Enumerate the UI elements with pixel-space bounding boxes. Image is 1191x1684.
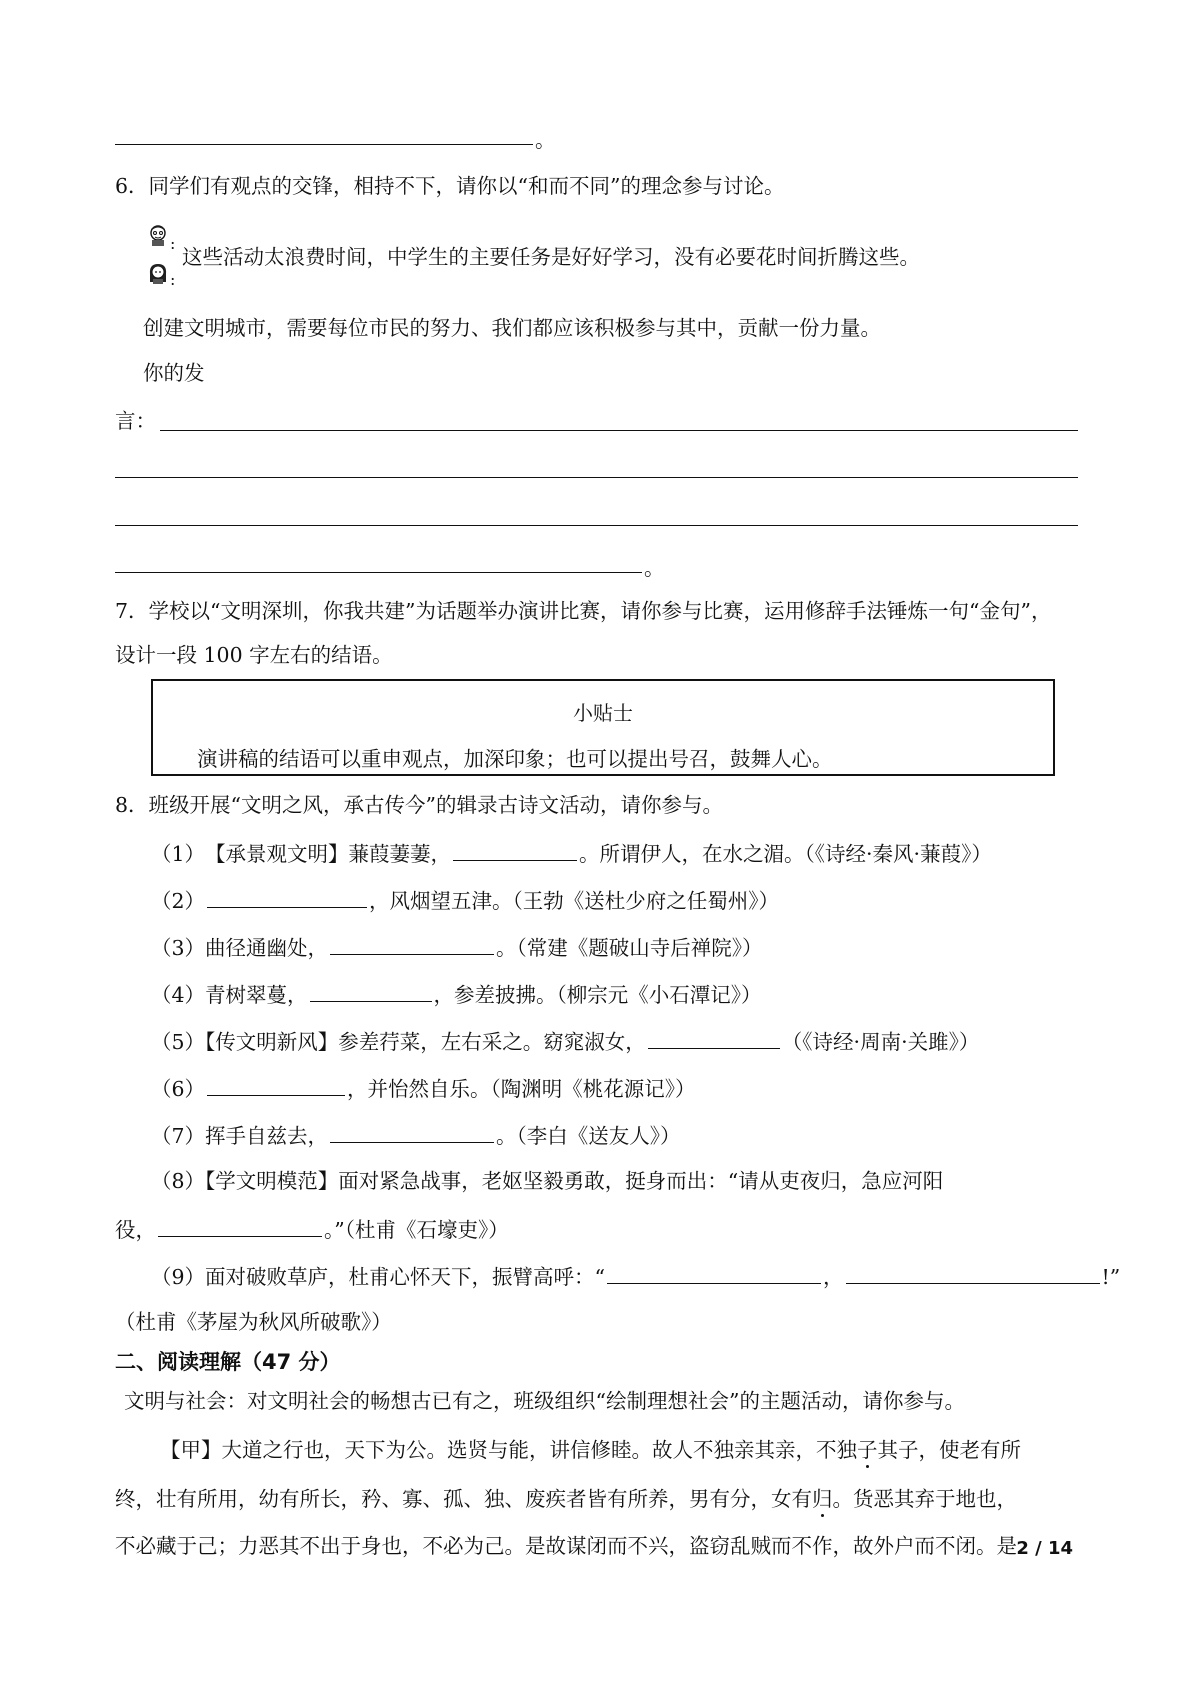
boy-statement: 这些活动太浪费时间，中学生的主要任务是好好学习，没有必要花时间折腾这些。 — [182, 245, 920, 269]
answer-line[interactable] — [115, 477, 1078, 478]
passage-line: 不必藏于己；力恶其不出于身也，不必为己。是故谋闭而不兴，盗窃乱贼而不作，故外户而不闭。是 — [115, 1534, 1017, 1558]
emphasis-char: 归 — [812, 1487, 833, 1511]
passage-line — [115, 1489, 1017, 1510]
q8-item-8-cont — [115, 1218, 509, 1241]
item-text-before: 役， — [115, 1218, 156, 1242]
q8-item-9-source: （杜甫《茅屋为秋风所破歌》） — [115, 1310, 392, 1334]
fill-in-blank[interactable] — [158, 1218, 322, 1237]
item-text-after: 。（李白《送友人》） — [496, 1124, 681, 1148]
page-number: 2 / 14 — [1016, 1538, 1073, 1559]
item-text-after: 。（常建《题破山寺后禅院》） — [496, 936, 763, 960]
tip-body: 演讲稿的结语可以重申观点，加深印象；也可以提出号召，鼓舞人心。 — [197, 747, 833, 771]
passage-text: 。货恶其弃于地也， — [832, 1487, 1017, 1511]
speaker-colon: : — [170, 234, 176, 253]
item-text-after: ，风烟望五津。（王勃《送杜少府之任蜀州》） — [369, 889, 780, 913]
your-speech-label-cont: 言： — [115, 409, 156, 433]
fill-in-blank[interactable] — [330, 936, 494, 955]
item-text-after: ，并怡然自乐。（陶渊明《桃花源记》） — [347, 1077, 696, 1101]
question-7-prompt-cont: 设计一段 100 字左右的结语。 — [115, 643, 393, 667]
tip-box — [151, 679, 1055, 776]
item-text-before: （3）曲径通幽处， — [151, 936, 329, 960]
question-8-prompt: 8．班级开展“文明之风，承古传今”的辑录古诗文活动，请你参与。 — [115, 793, 724, 817]
item-text-before: （1） 【承景观文明】蒹葭萋萋， — [151, 842, 452, 866]
q8-item-2 — [151, 889, 779, 912]
q8-item-4 — [151, 983, 762, 1006]
answer-line[interactable] — [115, 144, 533, 145]
item-text-before: （4）青树翠蔓， — [151, 983, 308, 1007]
item-text-after: !” — [1101, 1265, 1121, 1289]
question-7-prompt: 7．学校以“文明深圳，你我共建”为话题举办演讲比赛，请你参与比赛，运用修辞手法锤炼一句“金句”， — [115, 599, 1052, 623]
section-heading: 二、阅读理解（47 分） — [115, 1350, 341, 1374]
item-text-after: ，参差披拂。（柳宗元《小石潭记》） — [433, 983, 762, 1007]
fill-in-blank[interactable] — [846, 1265, 1100, 1284]
period-mark: 。 — [535, 128, 556, 152]
q8-item-8: （8）【学文明模范】面对紧急战事，老妪坚毅勇敢，挺身而出：“请从吏夜归，急应河阳 — [151, 1169, 944, 1193]
fill-in-blank[interactable] — [310, 983, 432, 1002]
answer-line[interactable] — [115, 525, 1078, 526]
q8-item-3 — [151, 936, 763, 959]
item-text-before: （6） — [151, 1077, 206, 1101]
girl-statement: 创建文明城市，需要每位市民的努力、我们都应该积极参与其中，贡献一份力量。 — [143, 316, 881, 340]
passage-text: 终，壮有所用，幼有所长，矜、寡、孤、独、废疾者皆有所养，男有分，女有 — [115, 1487, 812, 1511]
passage-line — [160, 1440, 1021, 1461]
fill-in-blank[interactable] — [207, 1077, 345, 1096]
passage-text: 【甲】大道之行也，天下为公。选贤与能，讲信修睦。故人不独亲其亲，不独 — [160, 1438, 857, 1462]
answer-line[interactable] — [115, 572, 642, 573]
question-6-prompt: 6．同学们有观点的交锋，相持不下，请你以“和而不同”的理念参与讨论。 — [115, 174, 785, 198]
q8-item-1 — [151, 842, 992, 865]
fill-in-blank[interactable] — [648, 1030, 780, 1049]
fill-in-blank[interactable] — [453, 842, 577, 861]
fill-in-blank[interactable] — [207, 889, 367, 908]
item-text-before: （7）挥手自兹去， — [151, 1124, 329, 1148]
q8-item-6 — [151, 1077, 696, 1100]
item-text-mid: ， — [823, 1265, 844, 1289]
item-text-before: （5）【传文明新风】参差荇菜，左右采之。窈窕淑女， — [151, 1030, 646, 1054]
tip-title: 小贴士 — [573, 701, 633, 725]
item-text-after: （《诗经·周南·关雎》） — [781, 1030, 980, 1054]
period-mark: 。 — [644, 556, 665, 580]
speaker-colon: : — [170, 270, 176, 289]
q8-item-7 — [151, 1124, 681, 1147]
section-intro: 文明与社会：对文明社会的畅想古已有之，班级组织“绘制理想社会”的主题活动，请你参与。 — [124, 1389, 965, 1413]
emphasis-char: 子 — [857, 1438, 878, 1462]
passage-text: 其子，使老有所 — [877, 1438, 1021, 1462]
item-text-before: （2） — [151, 889, 206, 913]
fill-in-blank[interactable] — [330, 1124, 494, 1143]
item-text-after: 。”（杜甫《石壕吏》） — [324, 1218, 509, 1242]
your-speech-label: 你的发 — [143, 361, 205, 385]
item-text-before: （9）面对破败草庐，杜甫心怀天下，振臂高呼：“ — [151, 1265, 606, 1289]
boy-avatar-icon — [147, 224, 169, 246]
answer-line[interactable] — [160, 430, 1078, 431]
q8-item-9 — [151, 1265, 1120, 1288]
fill-in-blank[interactable] — [607, 1265, 821, 1284]
girl-avatar-icon — [147, 262, 169, 284]
q8-item-5 — [151, 1030, 979, 1053]
item-text-after: 。所谓伊人，在水之湄。（《诗经·秦风·蒹葭》） — [579, 842, 992, 866]
